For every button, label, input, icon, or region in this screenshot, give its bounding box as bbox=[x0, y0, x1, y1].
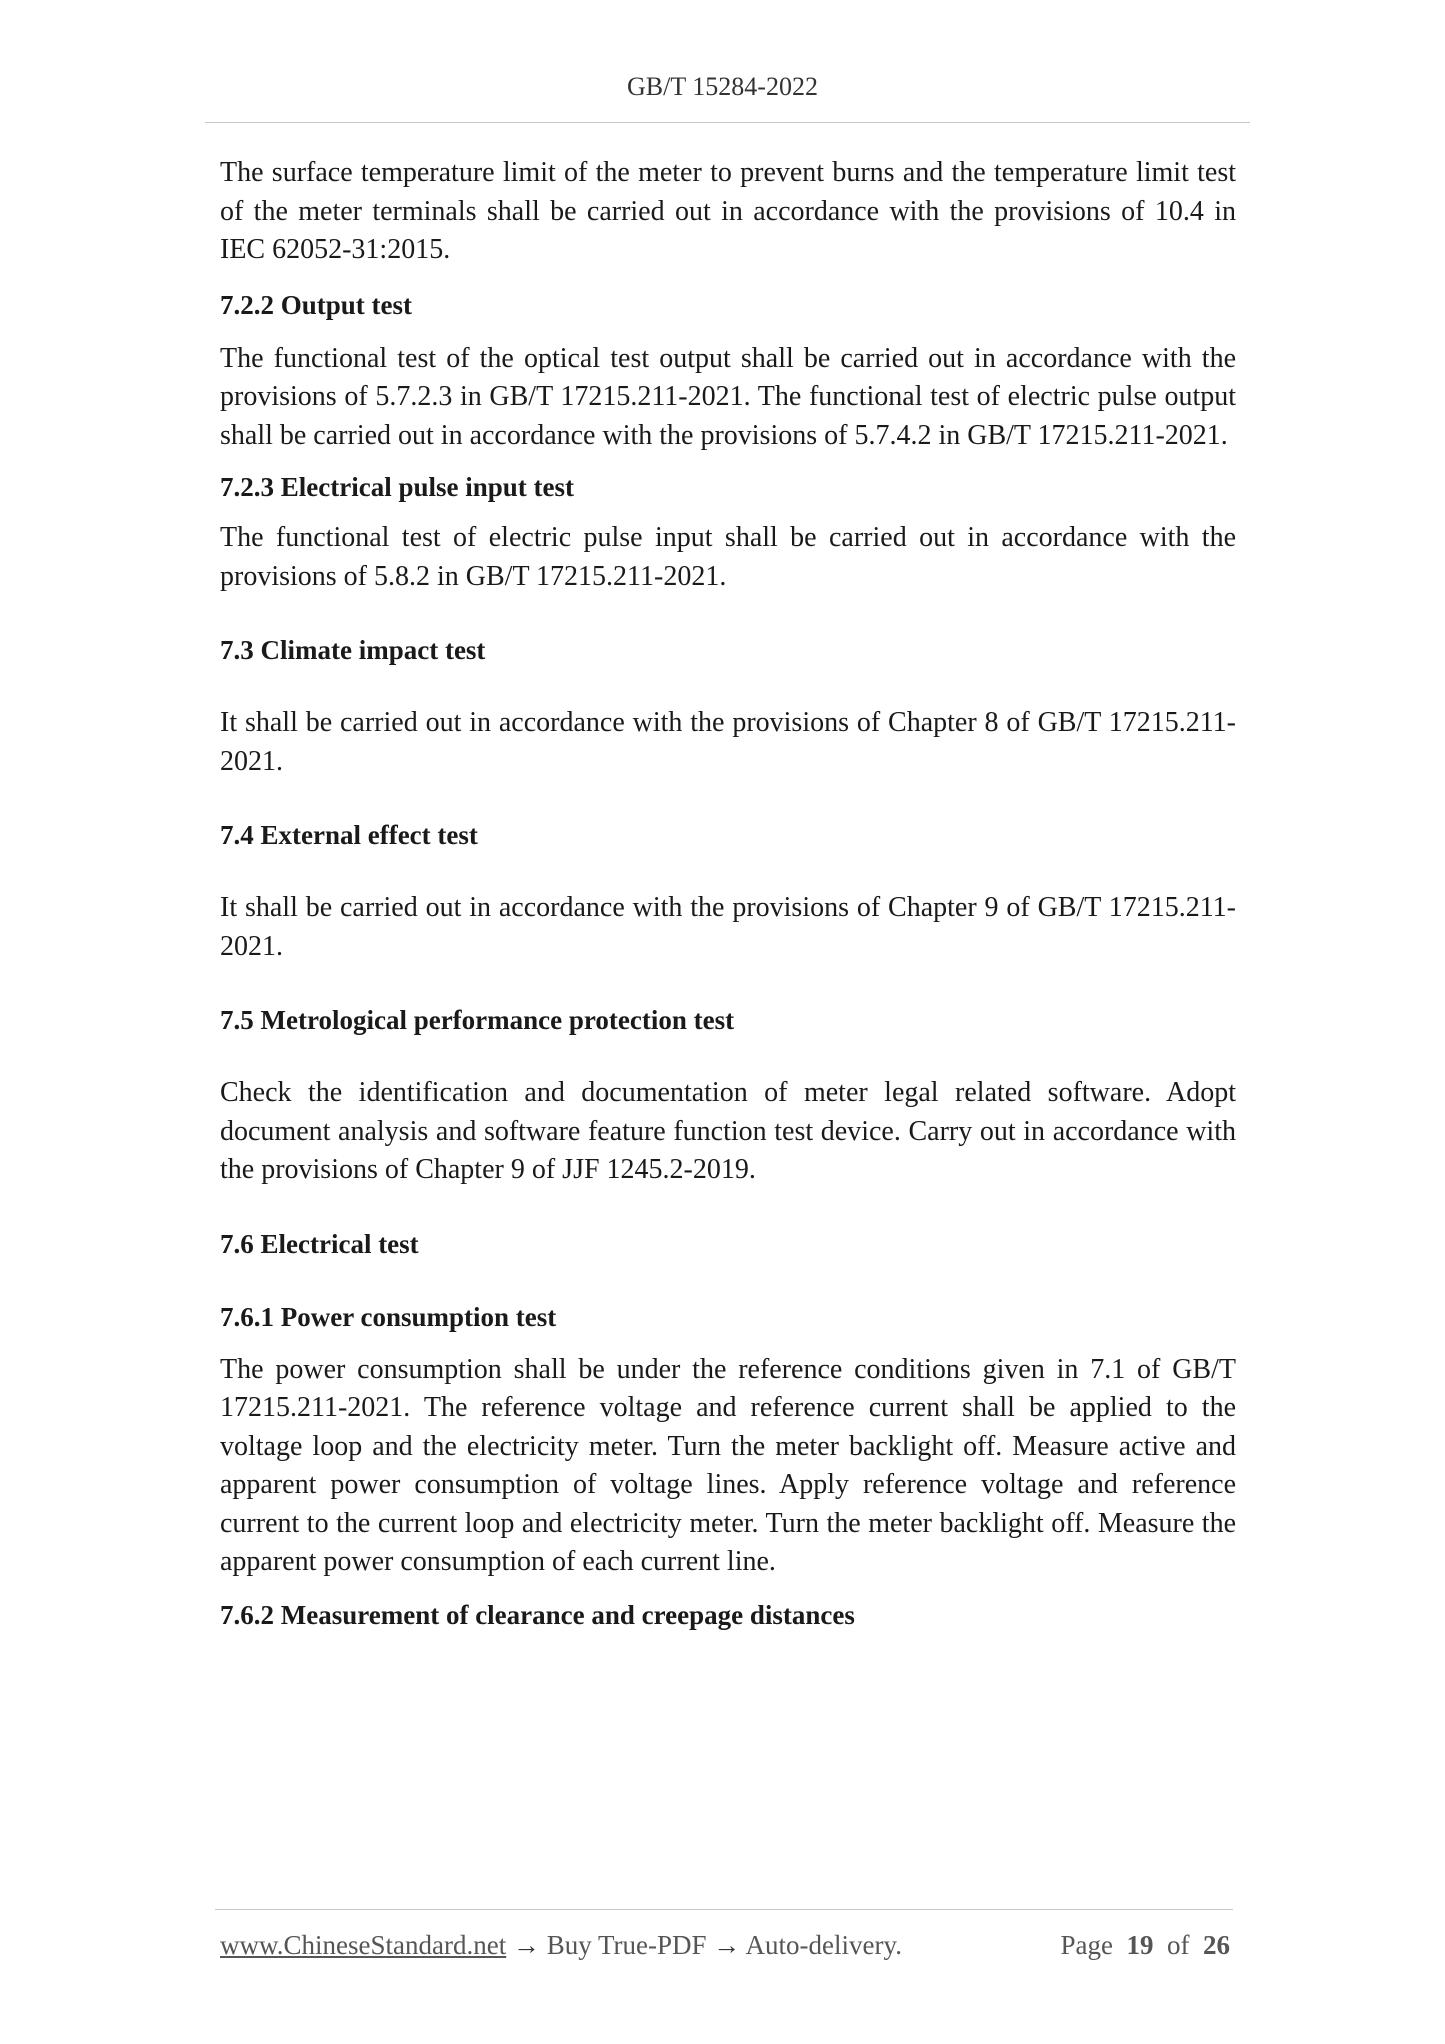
paragraph-output-test: The functional test of the optical test output shall be carried out in accordance with the provisions of 5.7.2.3 in GB/T 17215.211-2021. The functional test of electric pulse output shall be carried out in accordance with the provisions of 5.7.4.2 in GB/T 17215.211-2021. bbox=[220, 342, 1236, 451]
heading-7-5: 7.5 Metrological performance protection test bbox=[220, 1005, 735, 1035]
of-label: of bbox=[1167, 1930, 1190, 1960]
paragraph-climate-test: It shall be carried out in accordance with the provisions of Chapter 8 of GB/T 17215.211-2021. bbox=[220, 707, 1236, 777]
header-divider bbox=[205, 122, 1250, 123]
page-footer bbox=[220, 1925, 1230, 1965]
buy-true-pdf-text: Buy True-PDF bbox=[546, 1930, 707, 1960]
page-indicator bbox=[1061, 1925, 1230, 1965]
heading-7-3: 7.3 Climate impact test bbox=[220, 635, 486, 665]
page-label: Page bbox=[1060, 1930, 1113, 1960]
page-number: 19 bbox=[1126, 1930, 1154, 1960]
arrow-right-icon: → bbox=[713, 1930, 741, 1960]
paragraph-external-effect: It shall be carried out in accordance with the provisions of Chapter 9 of GB/T 17215.211-2021. bbox=[220, 892, 1236, 962]
heading-7-2-3: 7.2.3 Electrical pulse input test bbox=[220, 472, 574, 502]
page-content bbox=[220, 154, 1236, 1634]
footer-divider bbox=[215, 1909, 1233, 1910]
paragraph-pulse-input: The functional test of electric pulse input shall be carried out in accordance with the provisions of 5.8.2 in GB/T 17215.211-2021. bbox=[220, 522, 1236, 592]
auto-delivery-text: Auto-delivery. bbox=[745, 1930, 902, 1960]
paragraph-surface-temperature: The surface temperature limit of the meter to prevent burns and the temperature limit test of the meter terminals shall be carried out in accordance with the provisions of 10.4 in IEC 62052-31:2015. bbox=[220, 157, 1236, 265]
paragraph-metrological: Check the identification and documentation of meter legal related software. Adopt document analysis and software feature function test device. Carry out in accordance with the provisions of Chapter 9 of JJF 1245.2-2019. bbox=[220, 1077, 1236, 1185]
website-link[interactable]: www.ChineseStandard.net bbox=[220, 1930, 507, 1960]
paragraph-power-consumption: The power consumption shall be under the reference conditions given in 7.1 of GB/T 17215.211-2021. The reference voltage and reference current shall be applied to the voltage loop and the electricity meter. Turn the meter backlight off. Measure active and apparent power consumption of voltage lines. Apply reference voltage and reference current to the current loop and electricity meter. Turn the meter backlight off. Measure the apparent power consumption of each current line. bbox=[220, 1353, 1236, 1577]
page-total: 26 bbox=[1203, 1930, 1230, 1960]
heading-7-6: 7.6 Electrical test bbox=[220, 1228, 419, 1259]
document-header: GB/T 15284-2022 bbox=[627, 72, 818, 101]
heading-7-6-2: 7.6.2 Measurement of clearance and creepage distances bbox=[220, 1599, 855, 1630]
heading-7-4: 7.4 External effect test bbox=[220, 820, 478, 850]
arrow-right-icon: → bbox=[512, 1930, 540, 1960]
heading-7-6-1: 7.6.1 Power consumption test bbox=[220, 1301, 557, 1332]
heading-7-2-2: 7.2.2 Output test bbox=[220, 289, 413, 320]
